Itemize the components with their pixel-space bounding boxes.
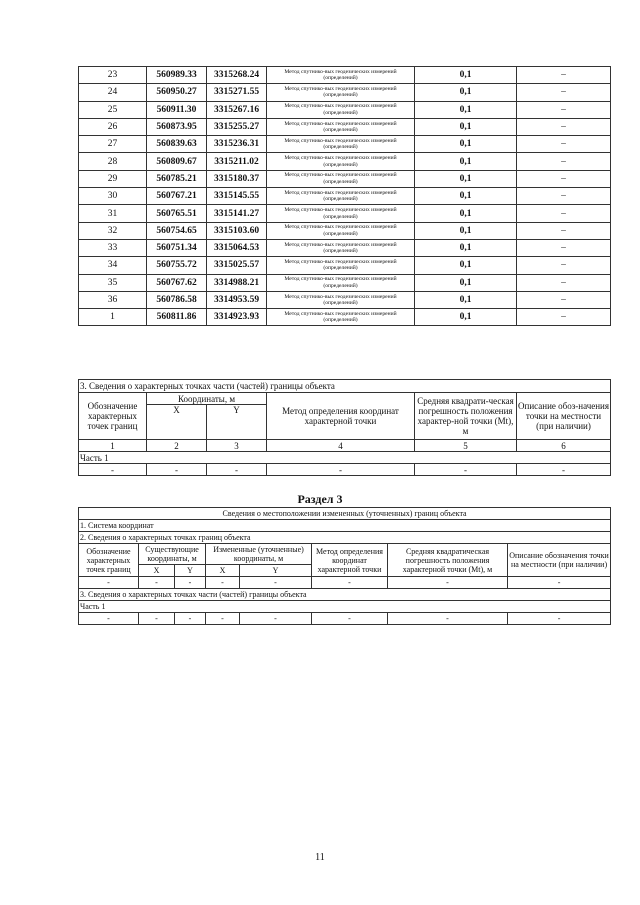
header-description: Описание обозначения точки на местности (при наличии) <box>508 544 611 577</box>
accuracy-cell: 0,1 <box>415 274 517 291</box>
coord-y: 3315255.27 <box>207 118 267 135</box>
method-cell: Метод спутнико-вых геодезических измерений (определений) <box>267 291 415 308</box>
description-cell: – <box>517 84 611 101</box>
boundary-points-heading: 2. Сведения о характерных точках границ объекта <box>79 532 611 544</box>
table-cell: - <box>79 464 147 476</box>
changed-boundaries-table <box>78 507 611 625</box>
description-cell: – <box>517 257 611 274</box>
coord-x: 560765.51 <box>147 205 207 222</box>
table-cell: - <box>508 613 611 625</box>
header-y-existing: Y <box>175 565 206 577</box>
table-cell: - <box>240 577 312 589</box>
coord-y: 3315145.55 <box>207 188 267 205</box>
description-cell: – <box>517 274 611 291</box>
coord-x: 560809.67 <box>147 153 207 170</box>
point-number: 30 <box>79 188 147 205</box>
table-cell: - <box>139 577 175 589</box>
header-accuracy: Средняя квадратическая погрешность положения характерной точки (Мt), м <box>388 544 508 577</box>
method-cell: Метод спутнико-вых геодезических измерений (определений) <box>267 222 415 239</box>
point-number: 25 <box>79 101 147 118</box>
coord-y: 3315268.24 <box>207 67 267 84</box>
table-cell: - <box>267 464 415 476</box>
point-number: 29 <box>79 170 147 187</box>
accuracy-cell: 0,1 <box>415 67 517 84</box>
point-number: 34 <box>79 257 147 274</box>
table-cell: - <box>207 464 267 476</box>
coord-y: 3315211.02 <box>207 153 267 170</box>
point-number: 33 <box>79 239 147 256</box>
coord-y: 3315271.55 <box>207 84 267 101</box>
method-cell: Метод спутнико-вых геодезических измерений (определений) <box>267 84 415 101</box>
description-cell: – <box>517 291 611 308</box>
coord-y: 3315025.57 <box>207 257 267 274</box>
header-designation: Обозначение характерных точек границ <box>79 544 139 577</box>
table-row <box>79 118 611 135</box>
header-existing-coords: Существующие координаты, м <box>139 544 206 565</box>
description-cell: – <box>517 222 611 239</box>
boundary-points-table <box>78 66 611 326</box>
header-y-changed: Y <box>240 565 312 577</box>
coord-y: 3315141.27 <box>207 205 267 222</box>
accuracy-cell: 0,1 <box>415 257 517 274</box>
accuracy-cell: 0,1 <box>415 222 517 239</box>
coord-x: 560911.30 <box>147 101 207 118</box>
method-cell: Метод спутнико-вых геодезических измерений (определений) <box>267 67 415 84</box>
table-cell: - <box>240 613 312 625</box>
table-row <box>79 205 611 222</box>
table-row <box>79 188 611 205</box>
table-cell: - <box>508 577 611 589</box>
description-cell: – <box>517 118 611 135</box>
header-coordinates: Координаты, м <box>147 393 267 405</box>
point-number: 35 <box>79 274 147 291</box>
method-cell: Метод спутнико-вых геодезических измерений (определений) <box>267 257 415 274</box>
part-label: Часть 1 <box>79 452 611 464</box>
description-cell: – <box>517 136 611 153</box>
accuracy-cell: 0,1 <box>415 188 517 205</box>
accuracy-cell: 0,1 <box>415 84 517 101</box>
coord-x: 560811.86 <box>147 309 207 326</box>
method-cell: Метод спутнико-вых геодезических измерений (определений) <box>267 101 415 118</box>
table-row <box>79 136 611 153</box>
method-cell: Метод спутнико-вых геодезических измерений (определений) <box>267 274 415 291</box>
column-numbers-row <box>79 440 611 452</box>
header-accuracy: Средняя квадрати-ческая погрешность положения характер-ной точки (Мt), м <box>415 393 517 440</box>
description-cell: – <box>517 205 611 222</box>
table-cell: - <box>206 613 240 625</box>
part-points-table <box>78 379 611 476</box>
accuracy-cell: 0,1 <box>415 153 517 170</box>
table-row <box>79 274 611 291</box>
empty-data-row <box>79 577 611 589</box>
method-cell: Метод спутнико-вых геодезических измерений (определений) <box>267 136 415 153</box>
table-cell: - <box>139 613 175 625</box>
table-row <box>79 291 611 308</box>
coord-x: 560785.21 <box>147 170 207 187</box>
coord-x: 560873.95 <box>147 118 207 135</box>
coord-y: 3315180.37 <box>207 170 267 187</box>
description-cell: – <box>517 170 611 187</box>
description-cell: – <box>517 153 611 170</box>
header-x-changed: X <box>206 565 240 577</box>
boundary-points-body <box>79 67 611 326</box>
description-cell: – <box>517 67 611 84</box>
table-row <box>79 170 611 187</box>
method-cell: Метод спутнико-вых геодезических измерений (определений) <box>267 309 415 326</box>
header-changed-coords: Измененные (уточненные) координаты, м <box>206 544 312 565</box>
table-cell: 3 <box>207 440 267 452</box>
coord-x: 560767.62 <box>147 274 207 291</box>
section-3-title: 3. Сведения о характерных точках части (частей) границы объекта <box>79 380 611 393</box>
coord-y: 3314988.21 <box>207 274 267 291</box>
table-cell: - <box>312 613 388 625</box>
section-title: Раздел 3 <box>297 492 343 506</box>
empty-data-row <box>79 613 611 625</box>
coord-y: 3314923.93 <box>207 309 267 326</box>
table-row <box>79 239 611 256</box>
header-method: Метод определения координат характерной точки <box>267 393 415 440</box>
coord-y: 3315103.60 <box>207 222 267 239</box>
table-cell: 5 <box>415 440 517 452</box>
description-cell: – <box>517 309 611 326</box>
table-cell: - <box>206 577 240 589</box>
table-row <box>79 67 611 84</box>
point-number: 27 <box>79 136 147 153</box>
coord-y: 3315267.16 <box>207 101 267 118</box>
header-method: Метод определения координат характерной точки <box>312 544 388 577</box>
description-cell: – <box>517 188 611 205</box>
table-row <box>79 309 611 326</box>
accuracy-cell: 0,1 <box>415 205 517 222</box>
part-points-heading: 3. Сведения о характерных точках части (частей) границы объекта <box>79 589 611 601</box>
table-row <box>79 257 611 274</box>
table-cell: - <box>415 464 517 476</box>
coord-x: 560751.34 <box>147 239 207 256</box>
table-cell: - <box>175 613 206 625</box>
table-cell: - <box>388 577 508 589</box>
method-cell: Метод спутнико-вых геодезических измерений (определений) <box>267 239 415 256</box>
table-cell: 6 <box>517 440 611 452</box>
coord-x: 560786.58 <box>147 291 207 308</box>
accuracy-cell: 0,1 <box>415 291 517 308</box>
accuracy-cell: 0,1 <box>415 239 517 256</box>
table-row <box>79 101 611 118</box>
point-number: 1 <box>79 309 147 326</box>
coord-x: 560950.27 <box>147 84 207 101</box>
section-subtitle: Сведения о местоположении измененных (уточненных) границ объекта <box>79 508 611 520</box>
point-number: 32 <box>79 222 147 239</box>
description-cell: – <box>517 101 611 118</box>
table-cell: - <box>79 577 139 589</box>
point-number: 28 <box>79 153 147 170</box>
coord-x: 560989.33 <box>147 67 207 84</box>
table-cell: - <box>79 613 139 625</box>
page-number: 11 <box>315 852 325 863</box>
accuracy-cell: 0,1 <box>415 136 517 153</box>
table-cell: - <box>388 613 508 625</box>
table-cell: - <box>517 464 611 476</box>
coord-x: 560839.63 <box>147 136 207 153</box>
table-row <box>79 84 611 101</box>
method-cell: Метод спутнико-вых геодезических измерений (определений) <box>267 188 415 205</box>
point-number: 31 <box>79 205 147 222</box>
coord-y: 3315236.31 <box>207 136 267 153</box>
header-x: X <box>147 405 207 440</box>
point-number: 26 <box>79 118 147 135</box>
accuracy-cell: 0,1 <box>415 170 517 187</box>
accuracy-cell: 0,1 <box>415 101 517 118</box>
table-row <box>79 222 611 239</box>
coord-y: 3315064.53 <box>207 239 267 256</box>
table-cell: 2 <box>147 440 207 452</box>
coord-x: 560767.21 <box>147 188 207 205</box>
table-row <box>79 153 611 170</box>
method-cell: Метод спутнико-вых геодезических измерений (определений) <box>267 205 415 222</box>
method-cell: Метод спутнико-вых геодезических измерений (определений) <box>267 153 415 170</box>
table-cell: - <box>175 577 206 589</box>
table-cell: - <box>312 577 388 589</box>
coord-x: 560755.72 <box>147 257 207 274</box>
coord-x: 560754.65 <box>147 222 207 239</box>
method-cell: Метод спутнико-вых геодезических измерений (определений) <box>267 170 415 187</box>
empty-data-row <box>79 464 611 476</box>
accuracy-cell: 0,1 <box>415 309 517 326</box>
header-x-existing: X <box>139 565 175 577</box>
part-label: Часть 1 <box>79 601 611 613</box>
table-cell: - <box>147 464 207 476</box>
point-number: 36 <box>79 291 147 308</box>
header-description: Описание обоз-начения точки на местности (при наличии) <box>517 393 611 440</box>
table-cell: 4 <box>267 440 415 452</box>
accuracy-cell: 0,1 <box>415 118 517 135</box>
point-number: 24 <box>79 84 147 101</box>
description-cell: – <box>517 239 611 256</box>
header-y: Y <box>207 405 267 440</box>
coord-y: 3314953.59 <box>207 291 267 308</box>
header-designation: Обозначение характерных точек границ <box>79 393 147 440</box>
point-number: 23 <box>79 67 147 84</box>
coordinate-system-row: 1. Система координат <box>79 520 611 532</box>
method-cell: Метод спутнико-вых геодезических измерений (определений) <box>267 118 415 135</box>
table-cell: 1 <box>79 440 147 452</box>
